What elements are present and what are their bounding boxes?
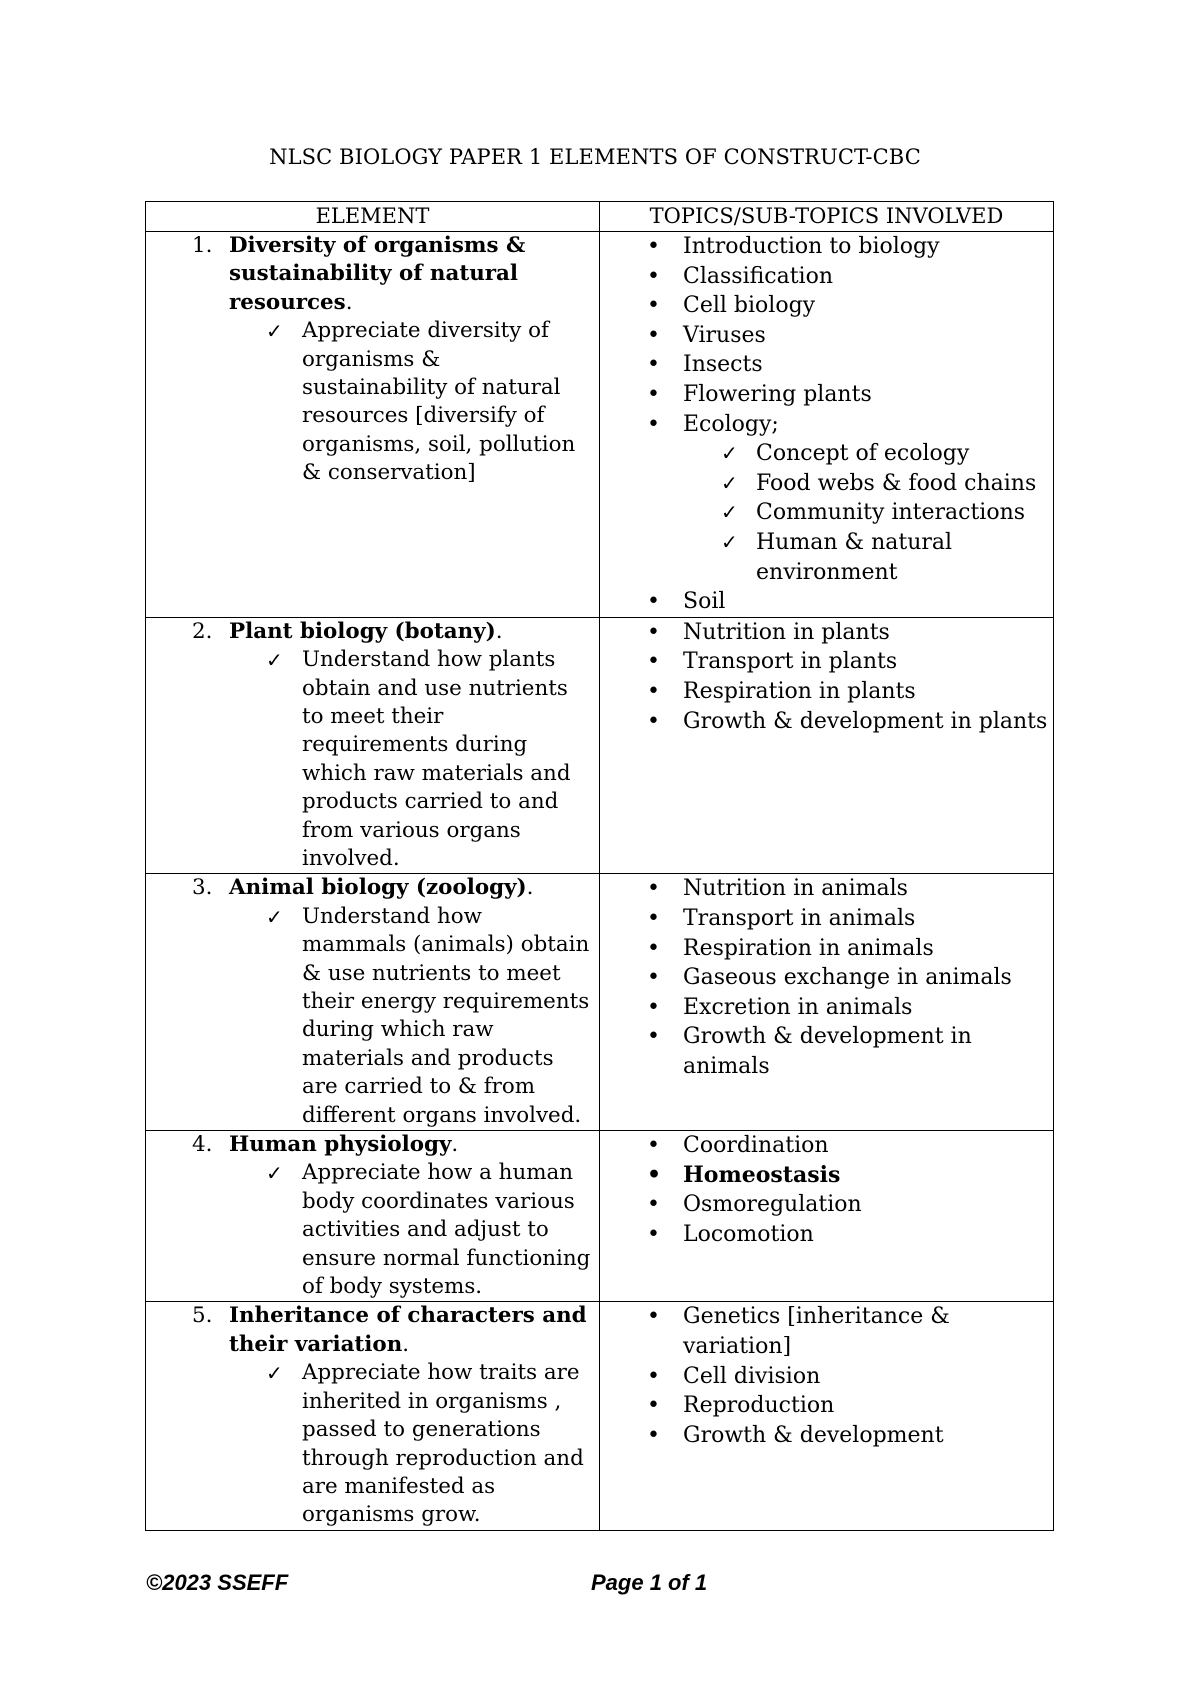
elements-table	[145, 201, 1054, 1531]
checkmark-icon: ✓	[266, 1161, 283, 1186]
description-text: Appreciate how a human body coordinates various activities and adjust to ensure normal functioning of body systems.	[302, 1160, 591, 1300]
element-heading	[146, 232, 599, 317]
topics-list	[600, 874, 1053, 1081]
bullet-icon: •	[647, 876, 660, 902]
element-cell	[146, 617, 600, 874]
topic-item	[600, 380, 1053, 410]
element-description	[146, 1359, 599, 1529]
topic-label: Soil	[683, 589, 726, 615]
topic-item	[600, 677, 1053, 707]
topics-cell	[600, 232, 1054, 618]
topic-item	[600, 410, 1053, 588]
element-number: 5.	[192, 1303, 213, 1329]
table-body	[146, 232, 1054, 1531]
topic-label: Growth & development in plants	[683, 708, 1048, 734]
topic-item	[600, 1220, 1053, 1250]
topic-label: Flowering plants	[683, 381, 872, 407]
topic-item	[600, 874, 1053, 904]
topic-item	[600, 707, 1053, 737]
bullet-icon: •	[647, 994, 660, 1020]
topic-label: Transport in plants	[683, 649, 898, 675]
checkmark-icon: ✓	[266, 648, 283, 673]
element-title-period: .	[495, 618, 503, 644]
topics-cell	[600, 1131, 1054, 1302]
subtopic-label: Human & natural environment	[756, 529, 953, 585]
element-description	[146, 903, 599, 1130]
topic-label: Cell biology	[683, 293, 816, 319]
topic-label: Transport in animals	[683, 905, 916, 931]
topic-label: Reproduction	[683, 1393, 835, 1419]
table-row	[146, 1302, 1054, 1530]
bullet-icon: •	[647, 708, 660, 734]
subtopic-label: Concept of ecology	[756, 441, 970, 467]
topic-item	[600, 350, 1053, 380]
bullet-icon: •	[647, 619, 660, 645]
checkmark-icon: ✓	[721, 441, 738, 466]
header-element: ELEMENT	[146, 202, 600, 232]
description-text: Understand how mammals (animals) obtain & use nutrients to meet their energy requirements during which raw materials and products are carried to & from different organs involved.	[302, 903, 590, 1128]
topic-item	[600, 232, 1053, 262]
element-cell	[146, 1131, 600, 1302]
topic-label: Cell division	[683, 1363, 821, 1389]
footer-copyright: ©2023 SSEFF	[146, 1570, 289, 1595]
topic-item	[600, 291, 1053, 321]
subtopic-item	[600, 528, 1053, 587]
bullet-icon: •	[647, 293, 660, 319]
element-cell	[146, 1302, 600, 1530]
topic-label: Classification	[683, 263, 834, 289]
bullet-icon: •	[647, 935, 660, 961]
description-text: Appreciate how traits are inherited in organisms , passed to generations through reproduction and are manifested as organisms grow.	[302, 1360, 584, 1528]
topic-item	[600, 934, 1053, 964]
topic-item	[600, 904, 1053, 934]
subtopic-item	[600, 469, 1053, 499]
bullet-icon: •	[647, 352, 660, 378]
bullet-icon: •	[647, 1133, 660, 1159]
topic-label: Insects	[683, 352, 763, 378]
topic-item	[600, 587, 1053, 617]
topic-item	[600, 1131, 1053, 1161]
checkmark-icon: ✓	[721, 529, 738, 554]
element-heading	[146, 874, 599, 902]
bullet-icon: •	[647, 905, 660, 931]
subtopic-label: Community interactions	[756, 500, 1026, 526]
bullet-icon: •	[647, 678, 660, 704]
element-cell	[146, 874, 600, 1131]
topics-cell	[600, 1302, 1054, 1530]
element-number: 3.	[192, 875, 213, 901]
subtopic-label: Food webs & food chains	[756, 470, 1037, 496]
topic-item	[600, 1190, 1053, 1220]
topic-item	[600, 963, 1053, 993]
element-number: 4.	[192, 1132, 213, 1158]
topics-cell	[600, 617, 1054, 874]
topic-label: Coordination	[683, 1133, 829, 1159]
bullet-icon: •	[647, 1363, 660, 1389]
topic-label: Respiration in animals	[683, 935, 934, 961]
subtopics-list	[683, 439, 1053, 587]
element-title: Human physiology	[229, 1132, 452, 1158]
element-title-period: .	[451, 1132, 459, 1158]
topics-list	[600, 1131, 1053, 1249]
element-number: 1.	[192, 233, 213, 258]
element-title: Diversity of organisms & sustainability of natural resources	[229, 233, 526, 315]
element-title-period: .	[345, 289, 353, 315]
element-heading	[146, 1302, 599, 1359]
subtopic-item	[600, 439, 1053, 469]
topic-item	[600, 647, 1053, 677]
element-title: Animal biology (zoology)	[229, 875, 527, 901]
table-row	[146, 232, 1054, 618]
element-description	[146, 646, 599, 873]
topic-item	[600, 993, 1053, 1023]
header-topics: TOPICS/SUB-TOPICS INVOLVED	[600, 202, 1054, 232]
bullet-icon: •	[647, 381, 660, 407]
topic-label: Osmoregulation	[683, 1192, 862, 1218]
element-title-period: .	[402, 1331, 410, 1357]
bullet-icon: •	[647, 965, 660, 991]
element-description	[146, 317, 599, 487]
bullet-icon: •	[647, 1024, 660, 1050]
element-cell	[146, 232, 600, 618]
checkmark-icon: ✓	[266, 1361, 283, 1386]
table-row	[146, 1131, 1054, 1302]
description-text: Appreciate diversity of organisms & sustainability of natural resources [diversify of organisms, soil, pollution & conservation]	[302, 318, 576, 486]
bullet-icon: •	[647, 1393, 660, 1419]
topic-item	[600, 1302, 1053, 1361]
topic-label: Homeostasis	[683, 1161, 841, 1188]
table-header-row	[146, 202, 1054, 232]
checkmark-icon: ✓	[721, 500, 738, 525]
topic-item	[600, 1391, 1053, 1421]
table-row	[146, 874, 1054, 1131]
topic-label: Genetics [inheritance & variation]	[683, 1304, 950, 1360]
element-heading	[146, 618, 599, 646]
topics-list	[600, 618, 1053, 736]
element-heading	[146, 1131, 599, 1159]
checkmark-icon: ✓	[266, 904, 283, 929]
topic-label: Growth & development in animals	[683, 1024, 972, 1079]
topic-item	[600, 1362, 1053, 1392]
subtopic-item	[600, 498, 1053, 528]
bullet-icon: •	[647, 649, 660, 675]
topic-label: Ecology;	[683, 411, 779, 437]
bullet-icon: •	[647, 1221, 660, 1247]
table-row	[146, 617, 1054, 874]
element-number: 2.	[192, 618, 213, 644]
topic-item	[600, 262, 1053, 292]
topics-list	[600, 1302, 1053, 1450]
topic-item	[600, 618, 1053, 648]
topics-list	[600, 232, 1053, 617]
bullet-icon: •	[647, 1192, 660, 1218]
checkmark-icon: ✓	[266, 319, 283, 344]
bullet-icon: •	[647, 1161, 662, 1188]
topic-item	[600, 1421, 1053, 1451]
element-title: Plant biology (botany)	[229, 618, 496, 644]
topic-label: Nutrition in animals	[683, 876, 908, 902]
bullet-icon: •	[647, 322, 660, 348]
topics-cell	[600, 874, 1054, 1131]
topic-item	[600, 1161, 1053, 1191]
bullet-icon: •	[647, 1422, 660, 1448]
bullet-icon: •	[647, 411, 660, 437]
element-title: Inheritance of characters and their variation	[229, 1303, 587, 1357]
checkmark-icon: ✓	[721, 470, 738, 495]
bullet-icon: •	[647, 234, 660, 259]
topic-item	[600, 321, 1053, 351]
topic-label: Introduction to biology	[683, 234, 940, 259]
element-title-period: .	[526, 875, 534, 901]
topic-label: Growth & development	[683, 1422, 944, 1448]
topic-label: Gaseous exchange in animals	[683, 965, 1012, 991]
topic-label: Respiration in plants	[683, 678, 916, 704]
description-text: Understand how plants obtain and use nutrients to meet their requirements during which raw materials and products carried to and from various organs involved.	[302, 647, 571, 871]
bullet-icon: •	[647, 263, 660, 289]
footer-page-number: Page 1 of 1	[591, 1570, 708, 1595]
topic-label: Excretion in animals	[683, 994, 913, 1020]
topic-label: Locomotion	[683, 1221, 814, 1247]
topic-item	[600, 1022, 1053, 1081]
topic-label: Nutrition in plants	[683, 619, 890, 645]
element-description	[146, 1159, 599, 1301]
bullet-icon: •	[647, 1304, 660, 1330]
page-title: NLSC BIOLOGY PAPER 1 ELEMENTS OF CONSTRUCT-CBC	[269, 145, 921, 169]
topic-label: Viruses	[683, 322, 766, 348]
bullet-icon: •	[647, 589, 660, 615]
